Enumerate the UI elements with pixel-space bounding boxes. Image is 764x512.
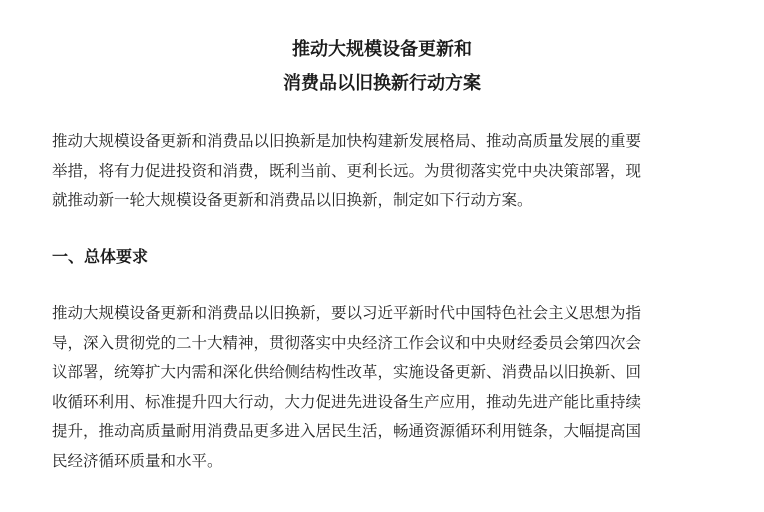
intro-line: 举措，将有力促进投资和消费，既利当前、更利长远。为贯彻落实党中央决策部署，现 [52, 161, 642, 180]
document-title-line-1: 推动大规模设备更新和 [292, 39, 472, 60]
section-line: 议部署，统筹扩大内需和深化供给侧结构性改革，实施设备更新、消费品以旧换新、回 [52, 363, 642, 381]
section-line: 导，深入贯彻党的二十大精神，贯彻落实中央经济工作会议和中央财经委员会第四次会 [52, 333, 642, 352]
intro-paragraph [52, 127, 742, 216]
section-line: 提升，推动高质量耐用消费品更多进入居民生活，畅通资源循环利用链条，大幅提高国 [52, 422, 642, 440]
intro-line: 推动大规模设备更新和消费品以旧换新是加快构建新发展格局、推动高质量发展的重要 [52, 132, 642, 150]
section-heading: 一、总体要求 [52, 247, 149, 266]
intro-line: 就推动新一轮大规模设备更新和消费品以旧换新，制定如下行动方案。 [52, 191, 533, 209]
document-title-line-2: 消费品以旧换新行动方案 [283, 73, 481, 94]
section-paragraph [52, 299, 742, 476]
section-line: 民经济循环质量和水平。 [52, 451, 223, 470]
section-line: 收循环利用、标准提升四大行动，大力促进先进设备生产应用，推动先进产能比重持续 [52, 392, 642, 411]
section-line: 推动大规模设备更新和消费品以旧换新，要以习近平新时代中国特色社会主义思想为指 [52, 304, 642, 322]
